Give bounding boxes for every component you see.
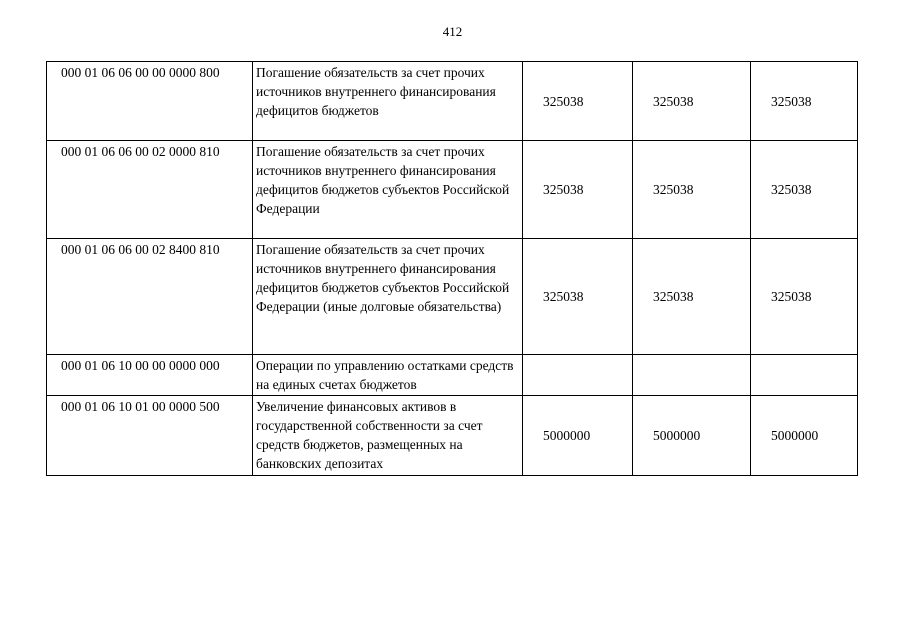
year3-amount-cell xyxy=(751,355,858,396)
year2-amount-cell: 325038 xyxy=(633,239,751,355)
budget-code-cell: 000 01 06 06 00 02 0000 810 xyxy=(47,141,253,239)
budget-code-cell: 000 01 06 10 00 00 0000 000 xyxy=(47,355,253,396)
year1-amount-cell: 325038 xyxy=(523,239,633,355)
budget-sources-table xyxy=(46,61,858,476)
year1-amount-cell: 5000000 xyxy=(523,396,633,476)
budget-code-cell: 000 01 06 10 01 00 0000 500 xyxy=(47,396,253,476)
item-name-cell: Погашение обязательств за счет прочих источников внутреннего финансирования дефицитов бюджетов субъектов Российской Федерации xyxy=(253,141,523,239)
year2-amount-cell: 5000000 xyxy=(633,396,751,476)
table-row xyxy=(47,62,858,141)
item-name-cell: Увеличение финансовых активов в государственной собственности за счет средств бюджетов, размещенных на банковских депозитах xyxy=(253,396,523,476)
item-name-cell: Погашение обязательств за счет прочих источников внутреннего финансирования дефицитов бюджетов xyxy=(253,62,523,141)
item-name-cell: Погашение обязательств за счет прочих источников внутреннего финансирования дефицитов бюджетов субъектов Российской Федерации (иные долговые обязательства) xyxy=(253,239,523,355)
year2-amount-cell xyxy=(633,355,751,396)
year3-amount-cell: 325038 xyxy=(751,62,858,141)
year1-amount-cell: 325038 xyxy=(523,62,633,141)
year1-amount-cell: 325038 xyxy=(523,141,633,239)
year2-amount-cell: 325038 xyxy=(633,141,751,239)
table-row xyxy=(47,355,858,396)
table-row xyxy=(47,239,858,355)
page-number: 412 xyxy=(442,24,463,39)
year3-amount-cell: 325038 xyxy=(751,239,858,355)
budget-code-cell: 000 01 06 06 00 00 0000 800 xyxy=(47,62,253,141)
year3-amount-cell: 325038 xyxy=(751,141,858,239)
year1-amount-cell xyxy=(523,355,633,396)
budget-code-cell: 000 01 06 06 00 02 8400 810 xyxy=(47,239,253,355)
year2-amount-cell: 325038 xyxy=(633,62,751,141)
year3-amount-cell: 5000000 xyxy=(751,396,858,476)
table-row xyxy=(47,141,858,239)
table-row xyxy=(47,396,858,476)
item-name-cell: Операции по управлению остатками средств на единых счетах бюджетов xyxy=(253,355,523,396)
